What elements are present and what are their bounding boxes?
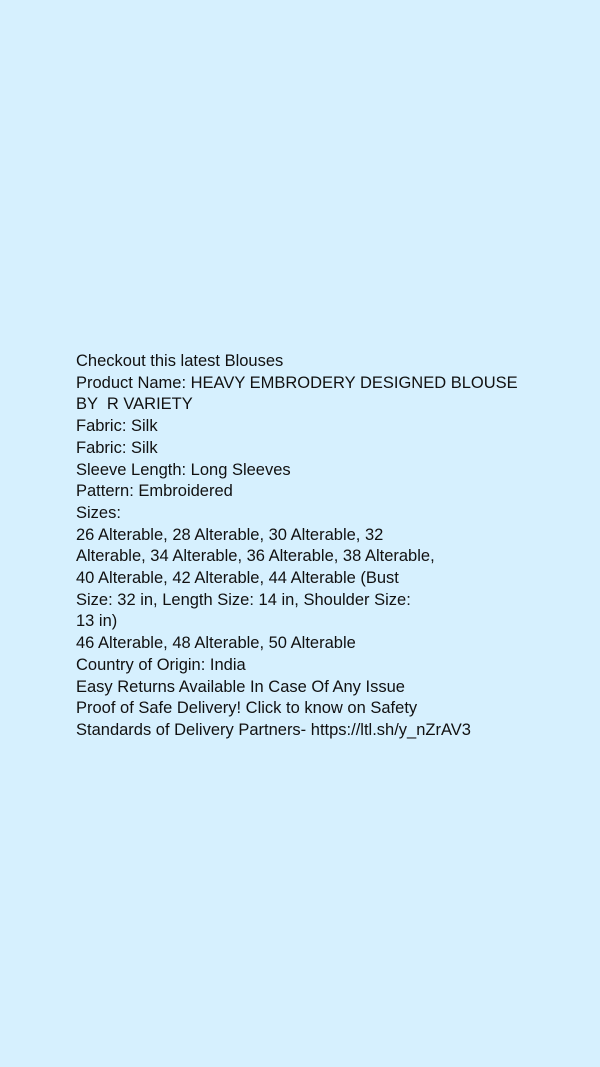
sizes-line: Size: 32 in, Length Size: 14 in, Shoulder Size: xyxy=(76,590,411,609)
product-description xyxy=(76,351,546,742)
fabric-line-duplicate: Fabric: Silk xyxy=(76,438,158,457)
pattern-line: Pattern: Embroidered xyxy=(76,482,233,501)
sizes-line: 13 in) xyxy=(76,612,118,631)
fabric-line: Fabric: Silk xyxy=(76,417,158,436)
intro-line: Checkout this latest Blouses xyxy=(76,352,284,370)
sizes-line: 40 Alterable, 42 Alterable, 44 Alterable (Bust xyxy=(76,569,399,588)
product-name-line-continued: BY R VARIETY xyxy=(76,395,193,414)
delivery-safety-line: Proof of Safe Delivery! Click to know on Safety xyxy=(76,699,418,718)
sizes-line: Alterable, 34 Alterable, 36 Alterable, 38 Alterable, xyxy=(76,547,435,566)
product-name-line: Product Name: HEAVY EMBRODERY DESIGNED BLOUSE xyxy=(76,373,518,392)
sleeve-length-line: Sleeve Length: Long Sleeves xyxy=(76,460,291,479)
country-of-origin-line: Country of Origin: India xyxy=(76,655,246,674)
sizes-line: 46 Alterable, 48 Alterable, 50 Alterable xyxy=(76,634,356,653)
sizes-heading: Sizes: xyxy=(76,503,121,522)
delivery-link-line: Standards of Delivery Partners- https://ltl.sh/y_nZrAV3 xyxy=(76,720,471,739)
returns-line: Easy Returns Available In Case Of Any Issue xyxy=(76,677,405,696)
sizes-line: 26 Alterable, 28 Alterable, 30 Alterable, 32 xyxy=(76,525,384,544)
